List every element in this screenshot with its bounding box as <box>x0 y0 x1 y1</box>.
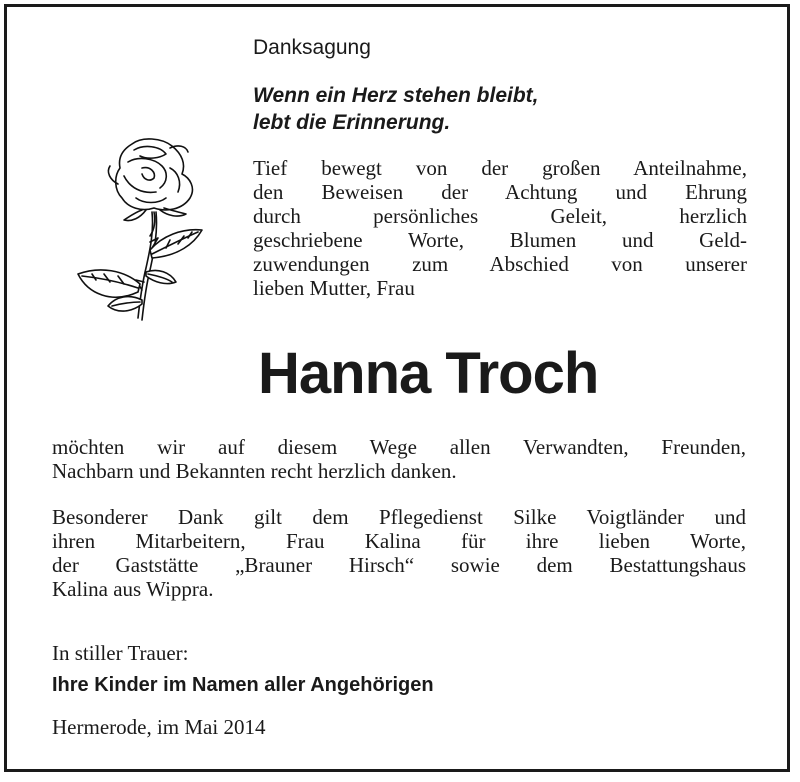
special-line: der Gaststätte „Brauner Hirsch“ sowie dem Bestattungshaus <box>52 553 746 577</box>
motto-line-1: Wenn ein Herz stehen bleibt, <box>253 84 539 107</box>
special-line: Kalina aus Wippra. <box>52 577 214 601</box>
intro-line: zuwendungen zum Abschied von unserer <box>253 252 747 276</box>
signatories: Ihre Kinder im Namen aller Angehörigen <box>52 674 434 696</box>
intro-line: geschriebene Worte, Blumen und Geld- <box>253 228 747 252</box>
place-date: Hermerode, im Mai 2014 <box>52 715 266 739</box>
motto-line-2: lebt die Erinnerung. <box>253 111 451 134</box>
intro-paragraph <box>253 156 747 300</box>
deceased-name: Hanna Troch <box>258 341 599 406</box>
intro-line: durch persönliches Geleit, herzlich <box>253 204 747 228</box>
special-thanks-paragraph <box>52 505 746 601</box>
thanks-line: möchten wir auf diesem Wege allen Verwandten, Freunden, <box>52 435 746 459</box>
special-line: Besonderer Dank gilt dem Pflegedienst Silke Voigtländer und <box>52 505 746 529</box>
rose-icon <box>50 132 240 332</box>
special-line: ihren Mitarbeitern, Frau Kalina für ihre lieben Worte, <box>52 529 746 553</box>
thanks-paragraph <box>52 435 746 483</box>
mourning-label: In stiller Trauer: <box>52 641 189 665</box>
intro-line: lieben Mutter, Frau <box>253 276 415 300</box>
intro-line: den Beweisen der Achtung und Ehrung <box>253 180 747 204</box>
thanks-line: Nachbarn und Bekannten recht herzlich danken. <box>52 459 457 483</box>
notice-heading: Danksagung <box>253 36 371 59</box>
intro-line: Tief bewegt von der großen Anteilnahme, <box>253 156 747 180</box>
